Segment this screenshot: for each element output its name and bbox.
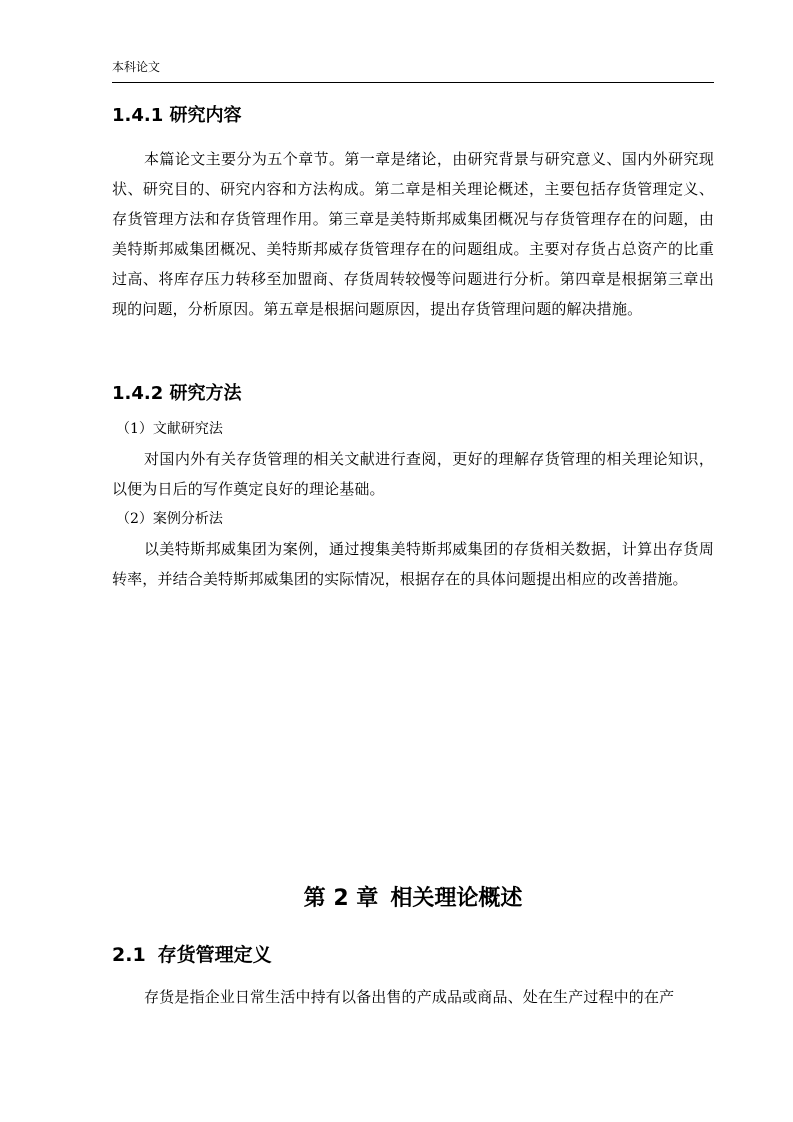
section-title-2-1: 存货管理定义 <box>157 944 272 966</box>
chapter-title <box>112 884 714 914</box>
chapter-number: 第 2 章 <box>303 886 379 911</box>
method-text-case-study: 以美特斯邦威集团为案例，通过搜集美特斯邦威集团的存货相关数据，计算出存货周转率，并结合美特斯邦威集团的实际情况，根据存在的具体问题提出相应的改善措施。 <box>112 540 714 588</box>
section-1-4-1 <box>112 104 714 324</box>
section-1-4-1-paragraph: 本篇论文主要分为五个章节。第一章是绪论，由研究背景与研究意义、国内外研究现状、研究目的、研究内容和方法构成。第二章是相关理论概述，主要包括存货管理定义、存货管理方法和存货管理作用。第三章是美特斯邦威集团概况与存货管理存在的问题，由美特斯邦威集团概况、美特斯邦威存货管理存在的问题组成。主要对存货占总资产的比重过高、将库存压力转移至加盟商、存货周转较慢等问题进行分析。第四章是根据第三章出现的问题，分析原因。第五章是根据问题原因，提出存货管理问题的解决措施。 <box>112 150 714 318</box>
header-divider <box>112 82 714 83</box>
section-2-1 <box>112 942 714 1012</box>
section-1-4-2 <box>112 382 714 594</box>
section-2-1-paragraph: 存货是指企业日常生活中持有以备出售的产成品或商品、处在生产过程中的在产 <box>144 988 675 1006</box>
section-heading-1-4-2: 1.4.2 研究方法 <box>112 383 242 404</box>
section-number-2-1: 2.1 <box>112 944 146 966</box>
section-heading-1-4-1: 1.4.1 研究内容 <box>112 105 242 126</box>
section-heading-2-1 <box>112 942 714 968</box>
method-label-literature: （1）文献研究法 <box>116 421 223 437</box>
method-text-literature: 对国内外有关存货管理的相关文献进行查阅，更好的理解存货管理的相关理论知识，以便为日后的写作奠定良好的理论基础。 <box>112 450 714 498</box>
running-header: 本科论文 <box>112 60 161 74</box>
method-label-case-study: （2）案例分析法 <box>116 511 223 527</box>
chapter-name: 相关理论概述 <box>390 886 523 911</box>
